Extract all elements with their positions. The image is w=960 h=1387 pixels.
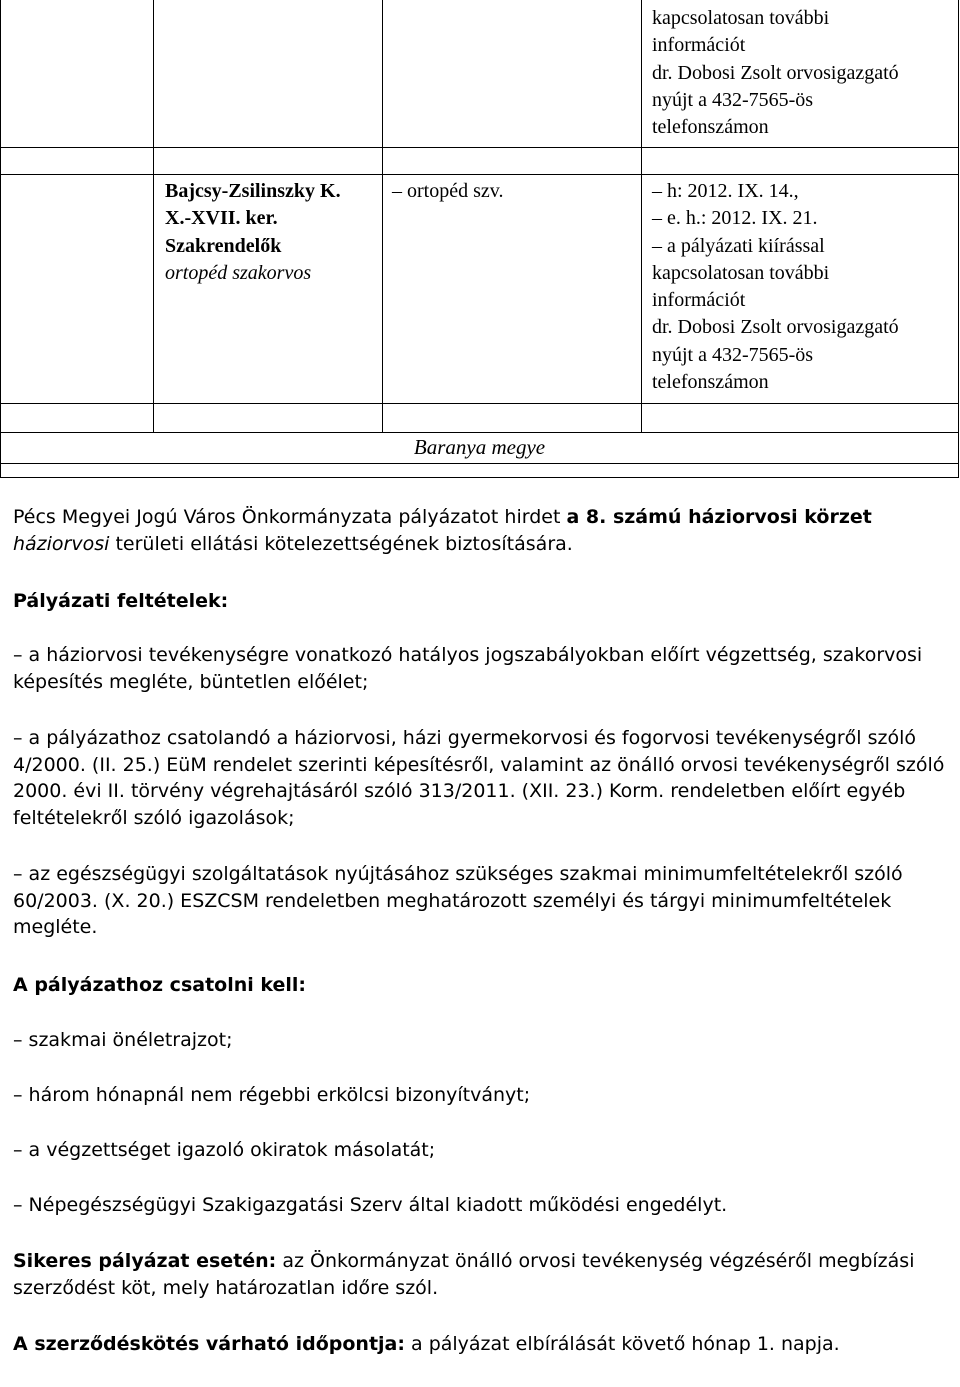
county-heading: Baranya megye [413,435,546,459]
intro-italic: háziorvosi [13,532,110,555]
row2-line-6: dr. Dobosi Zsolt orvosigazgató [652,316,899,339]
table-border-right [958,0,959,478]
success-paragraph [13,1248,946,1301]
position-title: ortopéd szakorvos [165,261,312,284]
row2-institution [165,178,341,287]
institution-name: Bajcsy-Zsilinszky K. [165,180,341,202]
row2-specialty [392,178,503,205]
intro-paragraph [13,504,946,557]
attach-item-4: – Népegészségügyi Szakigazgatási Szerv által kiadott működési engedélyt. [13,1192,946,1219]
row1-line-5: telefonszámon [652,116,769,139]
table-row-line-1 [0,147,959,148]
success-label: Sikeres pályázat esetén: [13,1250,277,1272]
row1-line-3: dr. Dobosi Zsolt orvosigazgató [652,61,899,84]
success-text: az Önkormányzat önálló orvosi tevékenység végzéséről megbízási szerződést köt, mely határozatlan időre szól. [13,1250,915,1299]
table-border-left [0,0,1,478]
contract-paragraph [13,1331,946,1358]
table-row-line-5 [0,463,959,464]
row2-line-5: információt [652,289,746,312]
condition-item-1: – a háziorvosi tevékenységre vonatkozó hatályos jogszabályokban előírt végzettség, szakorvosi képesítés megléte, büntetlen előélet; [13,642,946,695]
attach-item-3: – a végzettséget igazoló okiratok másolatát; [13,1137,946,1164]
row1-line-4: nyújt a 432-7565-ös [652,88,814,111]
attach-item-2: – három hónapnál nem régebbi erkölcsi bizonyítványt; [13,1082,946,1109]
decision-date-line: – e. h.: 2012. IX. 21. [652,205,899,232]
district-number: a 8. számú háziorvosi körzet [566,506,872,528]
row2-line-8: telefonszámon [652,371,769,394]
attach-item-1: – szakmai önéletrajzot; [13,1027,946,1054]
condition-item-3: – az egészségügyi szolgáltatások nyújtásához szükséges szakmai minimumfeltételekről szóló 60/2003. (X. 20.) ESZCSM rendeletben meghatározott személyi és tárgyi minimumfeltételek megléte. [13,861,946,941]
row2-line-3: – a pályázati kiírással [652,233,899,260]
attach-heading: A pályázathoz csatolni kell: [13,974,307,996]
institution-type: Szakrendelők [165,234,282,257]
table-row-line-4 [0,432,959,433]
table-row-line-2 [0,174,959,175]
contract-label: A szerződéskötés várható időpontja: [13,1333,405,1355]
table-col-divider-1 [153,0,154,432]
institution-district: X.-XVII. ker. [165,207,278,230]
condition-item-2: – a pályázathoz csatolandó a háziorvosi, házi gyermekorvosi és fogorvosi tevékenységről szóló 4/2000. (II. 25.) EüM rendelet szerinti képesítésről, valamint az önálló orvosi tevékenységről szóló 2000. évi II. törvény végrehajtásáról szóló 313/2011. (XII. 23.) Korm. rendeletben előírt egyéb feltételekről szóló igazolások; [13,725,946,831]
intro-text-1: Pécs Megyei Jogú Város Önkormányzata pályázatot hirdet [13,506,567,528]
conditions-heading: Pályázati feltételek: [13,590,229,612]
row1-line-2: információt [652,34,746,57]
specialty-label: – ortopéd szv. [392,178,503,205]
row1-line-1: kapcsolatosan további [652,7,830,29]
table-col-divider-2 [382,0,383,432]
row2-contact-info [652,178,899,396]
row2-line-7: nyújt a 432-7565-ös [652,343,814,366]
row1-contact-info [652,5,899,141]
table-row-line-3 [0,403,959,404]
table-col-divider-3 [641,0,642,432]
contract-text: a pályázat elbírálását követő hónap 1. napja. [404,1333,840,1355]
row2-line-4: kapcsolatosan további [652,261,830,284]
intro-text-2: területi ellátási kötelezettségének biztosítására. [109,532,573,555]
table-row-line-6 [0,477,959,478]
deadline-line: – h: 2012. IX. 14., [652,178,899,205]
